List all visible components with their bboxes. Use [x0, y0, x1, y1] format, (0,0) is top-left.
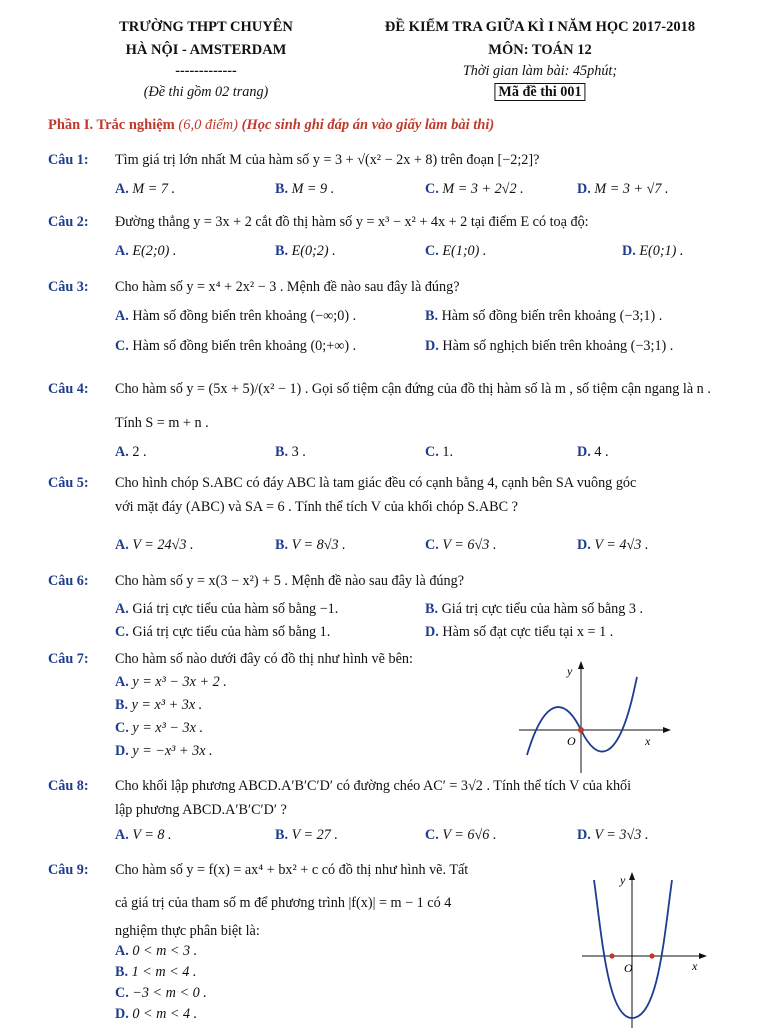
q9-curve	[594, 880, 672, 1018]
school-line-2: HÀ NỘI - AMSTERDAM	[125, 42, 287, 58]
q5-label: Câu 5:	[48, 475, 89, 491]
q9-y-label: y	[620, 873, 626, 887]
q9-x-label: x	[692, 959, 698, 973]
q6-stem: Cho hàm số y = x(3 − x²) + 5 . Mệnh đề nào sau đây là đúng?	[115, 573, 464, 589]
q4-stem-line1: Cho hàm số y = (5x + 5)/(x² − 1) . Gọi số tiệm cận đứng của đồ thị hàm số là m , số tiệm cận ngang là n .	[115, 381, 711, 397]
q9-y-arrow-icon	[629, 872, 635, 880]
q7-stem: Cho hàm số nào dưới đây có đồ thị như hình vẽ bên:	[115, 651, 413, 667]
q5-stem-line1: Cho hình chóp S.ABC có đáy ABC là tam giác đều có cạnh bằng 4, cạnh bên SA vuông góc	[115, 475, 637, 491]
q7-option-d: D. y = −x³ + 3x .	[115, 743, 213, 759]
q1-stem: Tìm giá trị lớn nhất M của hàm số y = 3 + √(x² − 2x + 8) trên đoạn [−2;2]?	[115, 152, 540, 168]
q9-graph	[580, 868, 710, 1032]
q6-option-d: D. Hàm số đạt cực tiểu tại x = 1 .	[425, 624, 614, 640]
q3-option-c: C. Hàm số đồng biến trên khoảng (0;+∞) .	[115, 338, 357, 354]
q2-option-a: A. E(2;0) .	[115, 243, 177, 259]
q5-option-a: A. V = 24√3 .	[115, 537, 194, 553]
q8-label: Câu 8:	[48, 778, 89, 794]
q7-curve	[527, 677, 637, 755]
q3-option-a: A. Hàm số đồng biến trên khoảng (−∞;0) .	[115, 308, 357, 324]
q9-root-right	[649, 953, 654, 958]
q8-option-b: B. V = 27 .	[275, 827, 338, 843]
exam-code: Mã đề thi 001	[494, 83, 585, 101]
q9-origin-label: O	[624, 961, 633, 975]
q5-option-b: B. V = 8√3 .	[275, 537, 346, 553]
section-points: (6,0 điểm)	[178, 117, 238, 133]
q8-option-d: D. V = 3√3 .	[577, 827, 649, 843]
q1-option-a: A. M = 7 .	[115, 181, 176, 197]
q4-label: Câu 4:	[48, 381, 89, 397]
q7-origin-point	[578, 727, 584, 733]
school-separator: -------------	[175, 63, 237, 79]
q2-option-b: B. E(0;2) .	[275, 243, 336, 259]
q8-stem-line2: lập phương ABCD.A′B′C′D′ ?	[115, 802, 287, 818]
q7-origin-label: O	[567, 734, 576, 748]
q4-option-d: D. 4 .	[577, 444, 609, 460]
q9-root-left	[609, 953, 614, 958]
q1-option-d: D. M = 3 + √7 .	[577, 181, 669, 197]
exam-title: ĐỀ KIỂM TRA GIỮA KÌ I NĂM HỌC 2017-2018	[384, 19, 696, 35]
q8-stem-line1: Cho khối lập phương ABCD.A′B′C′D′ có đường chéo AC′ = 3√2 . Tính thể tích V của khối	[115, 778, 632, 794]
section-heading	[48, 118, 494, 133]
q7-option-a: A. y = x³ − 3x + 2 .	[115, 674, 227, 690]
q5-option-d: D. V = 4√3 .	[577, 537, 649, 553]
q6-option-b: B. Giá trị cực tiểu của hàm số bằng 3 .	[425, 601, 644, 617]
q9-stem-line1: Cho hàm số y = f(x) = ax⁴ + bx² + c có đồ thị như hình vẽ. Tất	[115, 862, 469, 878]
q5-stem-line2: với mặt đáy (ABC) và SA = 6 . Tính thể tích V của khối chóp S.ABC ?	[115, 499, 518, 515]
q5-option-c: C. V = 6√3 .	[425, 537, 497, 553]
q7-x-label: x	[645, 734, 651, 748]
q9-option-a: A. 0 < m < 3 .	[115, 943, 198, 959]
q4-option-b: B. 3 .	[275, 444, 306, 460]
q2-stem: Đường thẳng y = 3x + 2 cắt đồ thị hàm số y = x³ − x² + 4x + 2 tại điểm E có toạ độ:	[115, 214, 589, 230]
q7-y-label: y	[567, 664, 573, 678]
q9-label: Câu 9:	[48, 862, 89, 878]
section-instruction: (Học sinh ghi đáp án vào giấy làm bài thi)	[241, 117, 495, 133]
q7-graph	[515, 655, 675, 775]
q7-option-b: B. y = x³ + 3x .	[115, 697, 203, 713]
q4-option-c: C. 1.	[425, 444, 453, 460]
q2-option-c: C. E(1;0) .	[425, 243, 487, 259]
q3-option-d: D. Hàm số nghịch biến trên khoảng (−3;1) .	[425, 338, 674, 354]
exam-time: Thời gian làm bài: 45phút;	[462, 63, 618, 79]
q9-option-b: B. 1 < m < 4 .	[115, 964, 197, 980]
q9-stem-line3: nghiệm thực phân biệt là:	[115, 923, 260, 939]
q9-option-d: D. 0 < m < 4 .	[115, 1006, 198, 1022]
q6-label: Câu 6:	[48, 573, 89, 589]
q3-label: Câu 3:	[48, 279, 89, 295]
pages-note: (Đề thi gồm 02 trang)	[143, 84, 269, 100]
q2-label: Câu 2:	[48, 214, 89, 230]
q7-x-arrow-icon	[663, 727, 671, 733]
q9-option-c: C. −3 < m < 0 .	[115, 985, 207, 1001]
q3-stem: Cho hàm số y = x⁴ + 2x² − 3 . Mệnh đề nào sau đây là đúng?	[115, 279, 460, 295]
q6-option-a: A. Giá trị cực tiểu của hàm số bằng −1.	[115, 601, 339, 617]
q7-label: Câu 7:	[48, 651, 89, 667]
q4-option-a: A. 2 .	[115, 444, 147, 460]
q7-option-c: C. y = x³ − 3x .	[115, 720, 204, 736]
q1-option-b: B. M = 9 .	[275, 181, 335, 197]
q6-option-c: C. Giá trị cực tiểu của hàm số bằng 1.	[115, 624, 331, 640]
q7-y-arrow-icon	[578, 661, 584, 669]
q9-x-arrow-icon	[699, 953, 707, 959]
q3-option-b: B. Hàm số đồng biến trên khoảng (−3;1) .	[425, 308, 663, 324]
exam-subject: MÔN: TOÁN 12	[488, 42, 592, 58]
q2-option-d: D. E(0;1) .	[622, 243, 684, 259]
q8-option-c: C. V = 6√6 .	[425, 827, 497, 843]
q4-stem-line2: Tính S = m + n .	[115, 415, 209, 431]
q8-option-a: A. V = 8 .	[115, 827, 172, 843]
q9-stem-line2: cả giá trị của tham số m để phương trình |f(x)| = m − 1 có 4	[115, 895, 452, 911]
section-title: Phần I. Trắc nghiệm	[48, 117, 175, 133]
q1-label: Câu 1:	[48, 152, 89, 168]
q1-option-c: C. M = 3 + 2√2 .	[425, 181, 524, 197]
school-line-1: TRƯỜNG THPT CHUYÊN	[119, 19, 293, 35]
